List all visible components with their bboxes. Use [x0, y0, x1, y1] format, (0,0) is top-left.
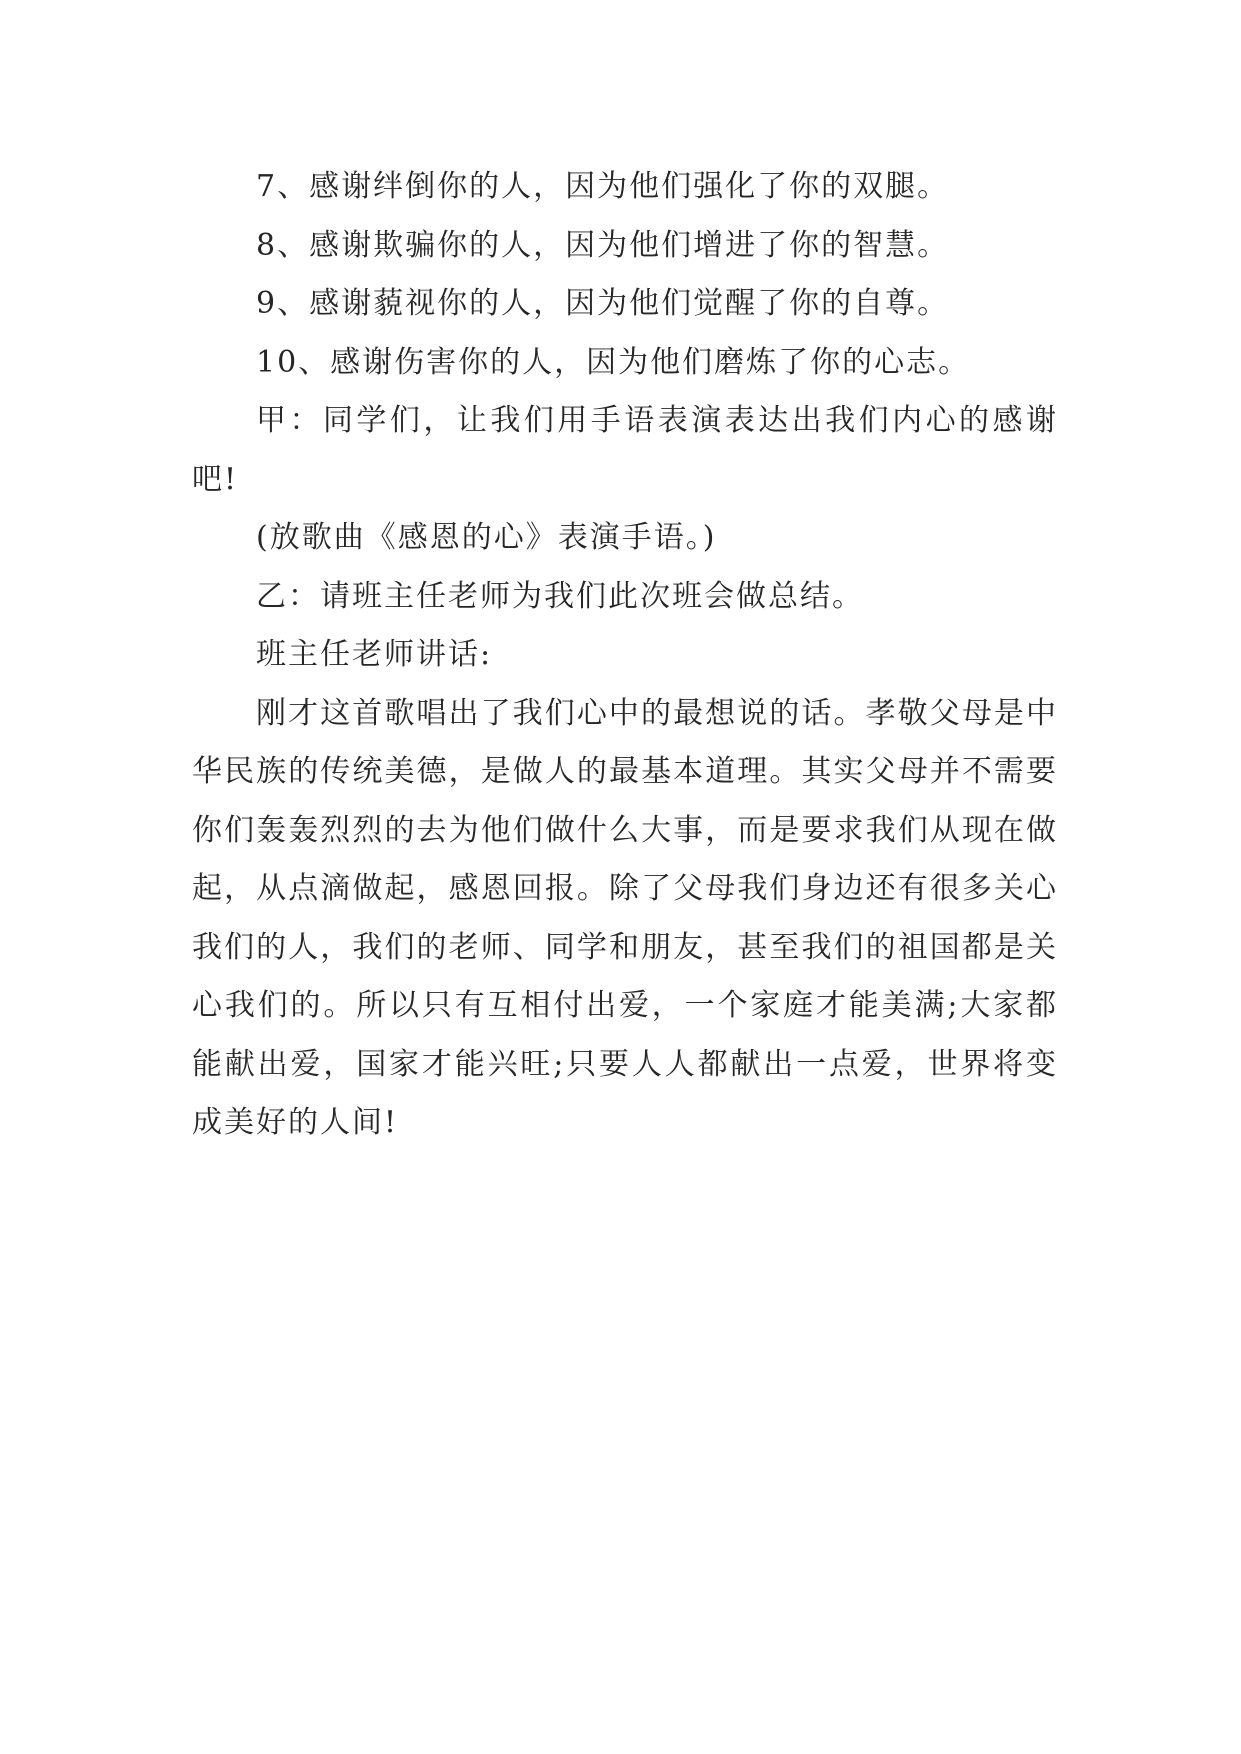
paragraph-thanks-7: 7、感谢绊倒你的人，因为他们强化了你的双腿。 — [256, 169, 950, 204]
paragraph-thanks-9: 9、感谢藐视你的人，因为他们觉醒了你的自尊。 — [256, 286, 950, 321]
paragraph-host-a-sign-language: 甲：同学们，让我们用手语表演表达出我们内心的感谢吧! — [192, 403, 1058, 497]
paragraph-host-b-summary: 乙：请班主任老师为我们此次班会做总结。 — [256, 578, 864, 614]
paragraph-thanks-8: 8、感谢欺骗你的人，因为他们增进了你的智慧。 — [256, 227, 950, 263]
document-body — [192, 158, 1058, 1153]
paragraph-teacher-speech-heading: 班主任老师讲话: — [256, 637, 493, 672]
paragraph-stage-direction: (放歌曲《感恩的心》表演手语。) — [256, 520, 717, 555]
paragraph-thanks-10: 10、感谢伤害你的人，因为他们磨炼了你的心志。 — [256, 344, 971, 380]
paragraph-teacher-speech-body: 刚才这首歌唱出了我们心中的最想说的话。孝敬父母是中华民族的传统美德，是做人的最基本道理。其实父母并不需要你们轰轰烈烈的去为他们做什么大事，而是要求我们从现在做起，从点滴做起，感恩回报。除了父母我们身边还有很多关心我们的人，我们的老师、同学和朋友，甚至我们的祖国都是关心我们的。所以只有互相付出爱，一个家庭才能美满;大家都能献出爱，国家才能兴旺;只要人人都献出一点爱，世界将变成美好的人间! — [192, 695, 1058, 1140]
